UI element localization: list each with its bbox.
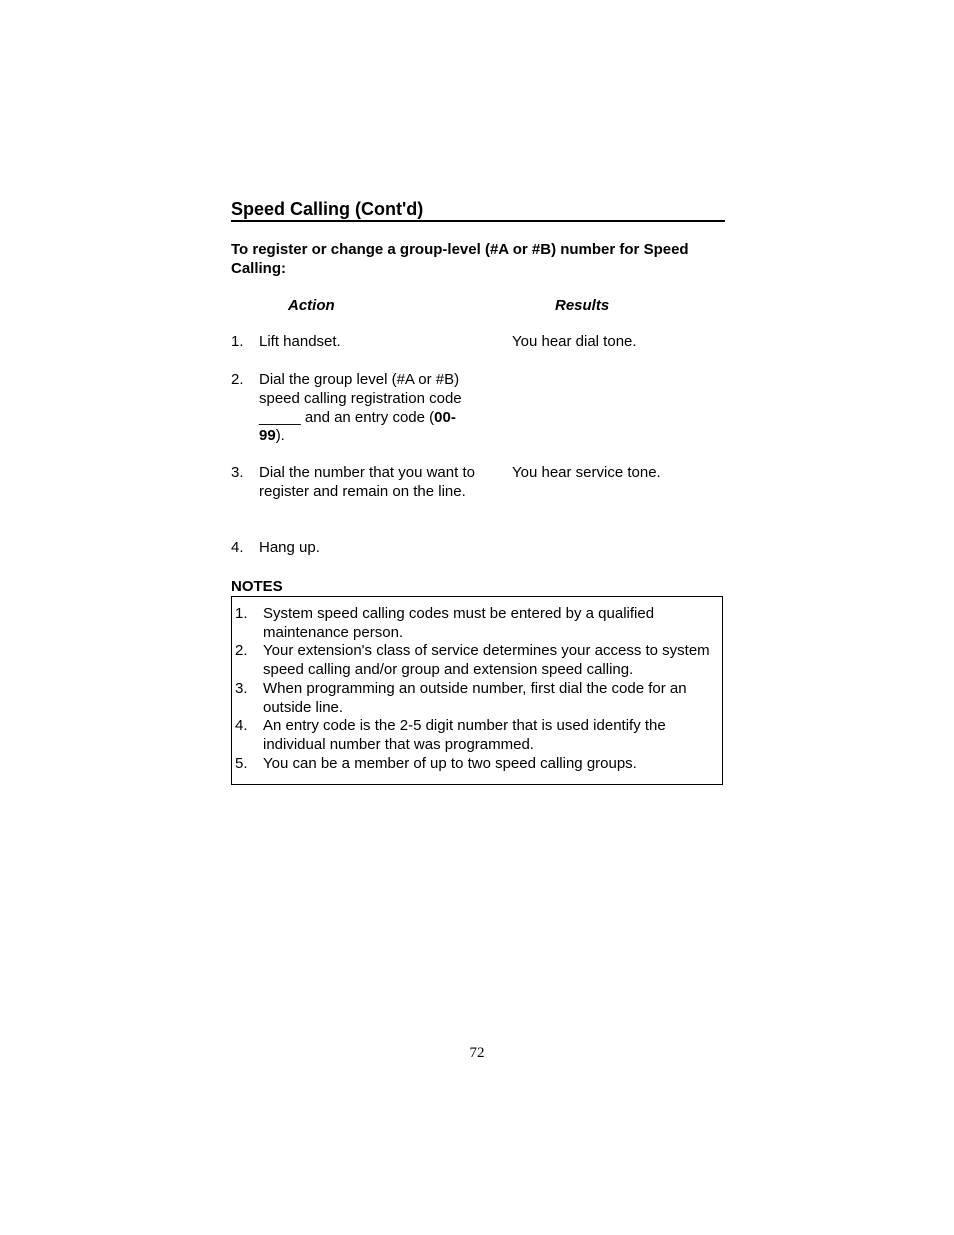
section-title: Speed Calling (Cont'd) xyxy=(231,199,424,219)
title-underline xyxy=(231,220,725,222)
entry-code-range: 00-99 xyxy=(259,408,456,445)
note-text: You can be a member of up to two speed calling groups. xyxy=(263,755,637,772)
note-text: When programming an outside number, first dial the code for an outside line. xyxy=(263,680,687,716)
column-header-action: Action xyxy=(288,297,335,314)
step-action-text-end: ). xyxy=(275,427,285,445)
note-number: 5. xyxy=(235,755,248,772)
notes-heading: NOTES xyxy=(231,578,283,595)
step-number: 3. xyxy=(231,464,244,481)
step-number: 4. xyxy=(231,539,244,556)
step-result: You hear dial tone. xyxy=(512,333,637,350)
procedure-intro: To register or change a group-level (#A or #B) number for Speed Calling: xyxy=(231,241,689,277)
note-number: 4. xyxy=(235,717,248,734)
note-number: 3. xyxy=(235,680,248,697)
step-number: 1. xyxy=(231,333,244,350)
step-number: 2. xyxy=(231,371,244,388)
step-action: Lift handset. xyxy=(259,333,341,350)
step-action: Hang up. xyxy=(259,539,320,556)
step-result: You hear service tone. xyxy=(512,464,661,481)
note-text: System speed calling codes must be entered by a qualified maintenance person. xyxy=(263,605,655,641)
note-number: 2. xyxy=(235,642,248,659)
page-number: 72 xyxy=(469,1045,485,1061)
column-header-results: Results xyxy=(555,297,610,314)
step-action xyxy=(259,371,477,446)
step-action-text: Dial the group level (#A or #B) speed calling registration code _____ and an entry code ( xyxy=(259,371,462,426)
note-number: 1. xyxy=(235,605,248,622)
notes-box xyxy=(231,596,723,785)
note-text: An entry code is the 2-5 digit number that is used identify the individual number that was programmed. xyxy=(263,717,666,753)
note-text: Your extension's class of service determines your access to system speed calling and/or group and extension speed calling. xyxy=(263,642,710,678)
step-action: Dial the number that you want to register and remain on the line. xyxy=(259,464,475,500)
